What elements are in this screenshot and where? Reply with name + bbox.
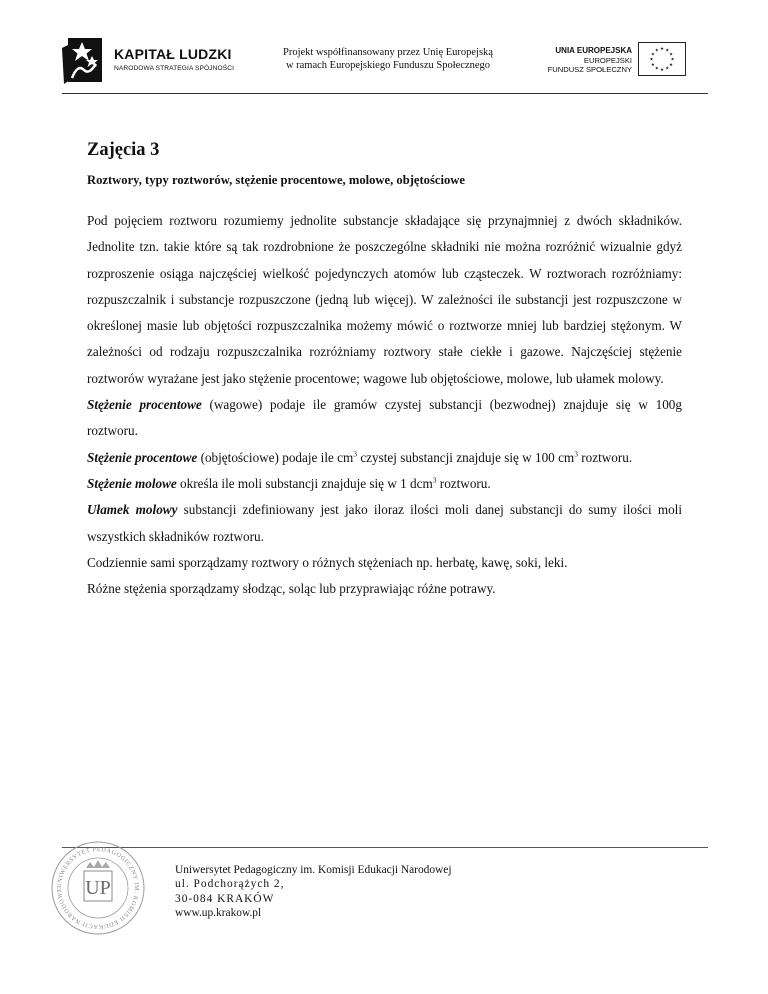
closing-line-2: Różne stężenia sporządzamy słodząc, soląc lub przyprawiając różne potrawy. [87, 581, 496, 597]
footer-city: 30-084 KRAKÓW [175, 892, 275, 905]
seal-ring-text: UNIWERSYTET PEDAGOGICZNY IM. KOMISJI EDUKACJI NARODOWE [55, 845, 141, 931]
definition-text: (objętościowe) podaje ile cm [197, 449, 354, 465]
definition-text: roztworu. [436, 475, 491, 491]
project-funding-note [258, 46, 518, 72]
eu-star-icon: ★ [669, 61, 674, 67]
footer-divider [62, 847, 708, 848]
seal-letters: UP [85, 877, 111, 899]
logo-subtitle: NARODOWA STRATEGIA SPÓJNOŚCI [114, 65, 235, 72]
eu-label [532, 46, 632, 75]
eu-star-icon: ★ [649, 56, 654, 62]
eu-star-icon: ★ [654, 65, 659, 71]
definition-text: czystej substancji znajduje się w 100 cm [357, 449, 575, 465]
intro-paragraph: Pod pojęciem roztworu rozumiemy jednolite substancje składające się przynajmniej z dwóch składników. Jednolite tzn. takie które są tak rozdrobnione że poszczególne składniki nie można rozróżnić wizualnie gdyż rozproszenie osiąga najczęściej wielkość pojedynczych atomów lub cząsteczek. W roztworach rozróżniamy: rozpuszczalnik i substancje rozpuszczone (jedną lub więcej). W zależności ile substancji jest rozpuszczone w określonej masie lub objętości rozpuszczalnika możemy mówić o roztworze mniej lub bardziej stężonym. W zależności od rodzaju rozpuszczalnika rozróżniamy roztwory stałe ciekłe i gazowe. Najczęściej stężenie roztworów wyrażane jest jako stężenie procentowe; wagowe lub objętościowe, molowe, lub ułamek molowy. [87, 213, 682, 386]
eu-star-icon: ★ [665, 65, 670, 71]
eu-flag-icon [638, 42, 686, 76]
university-seal-logo [48, 838, 148, 938]
definition-volume-percent [87, 445, 682, 471]
footer-address [175, 863, 451, 921]
definition-text: roztworu. [577, 449, 633, 465]
superscript: 3 [574, 449, 578, 459]
eu-line-2: EUROPEJSKI [583, 55, 632, 65]
footer-website: www.up.krakow.pl [175, 907, 262, 920]
definition-text: (wagowe) podaje ile gramów czystej substancji (bezwodnej) znajduje się w 100g roztworu. [87, 397, 682, 439]
body-text [87, 208, 682, 602]
closing-line-1: Codziennie sami sporządzamy roztwory o różnych stężeniach np. herbatę, kawę, soki, leki. [87, 554, 568, 570]
eu-star-icon: ★ [665, 47, 670, 53]
page-header [0, 0, 768, 96]
definition-term: Stężenie molowe [87, 475, 177, 491]
definition-term: Stężenie procentowe [87, 397, 202, 413]
definition-mass-percent [87, 392, 682, 445]
page-title: Zajęcia 3 [87, 140, 160, 160]
definition-text: substancji zdefiniowany jest jako iloraz ilości moli danej substancji do sumy ilości moli wszystkich składników roztworu. [87, 502, 682, 544]
eu-line-3: FUNDUSZ SPOŁECZNY [547, 65, 632, 74]
eu-star-icon: ★ [650, 61, 655, 67]
crown-icon [86, 860, 110, 868]
project-line-1: Projekt współfinansowany przez Unię Europejską [283, 47, 493, 58]
eu-star-icon: ★ [654, 47, 659, 53]
superscript: 3 [432, 475, 437, 485]
header-divider [62, 93, 708, 94]
eu-star-icon: ★ [670, 56, 675, 62]
kapital-ludzki-logo [62, 34, 242, 90]
superscript: 3 [353, 449, 358, 459]
footer-university-name: Uniwersytet Pedagogiczny im. Komisji Edukacji Narodowej [175, 864, 452, 876]
eu-line-1: UNIA EUROPEJSKA [555, 46, 632, 55]
eu-star-icon: ★ [659, 67, 665, 73]
definition-term: Ułamek molowy [87, 502, 178, 518]
kapital-ludzki-emblem-icon [62, 34, 108, 86]
eu-star-icon: ★ [659, 46, 665, 52]
document-subtitle: Roztwory, typy roztworów, stężenie procentowe, molowe, objętościowe [87, 173, 465, 187]
eu-star-icon: ★ [669, 51, 674, 57]
definition-text: określa ile moli substancji znajduje się w 1 dcm [176, 475, 433, 491]
eu-star-icon: ★ [650, 51, 655, 57]
footer-street: ul. Podchorążych 2, [175, 878, 285, 891]
definition-term: Stężenie procentowe [87, 449, 198, 465]
project-line-2: w ramach Europejskiego Funduszu Społecznego [285, 60, 491, 71]
logo-title: KAPITAŁ LUDZKI [114, 46, 232, 62]
definition-mole-fraction [87, 497, 682, 550]
definition-molar [87, 471, 682, 497]
